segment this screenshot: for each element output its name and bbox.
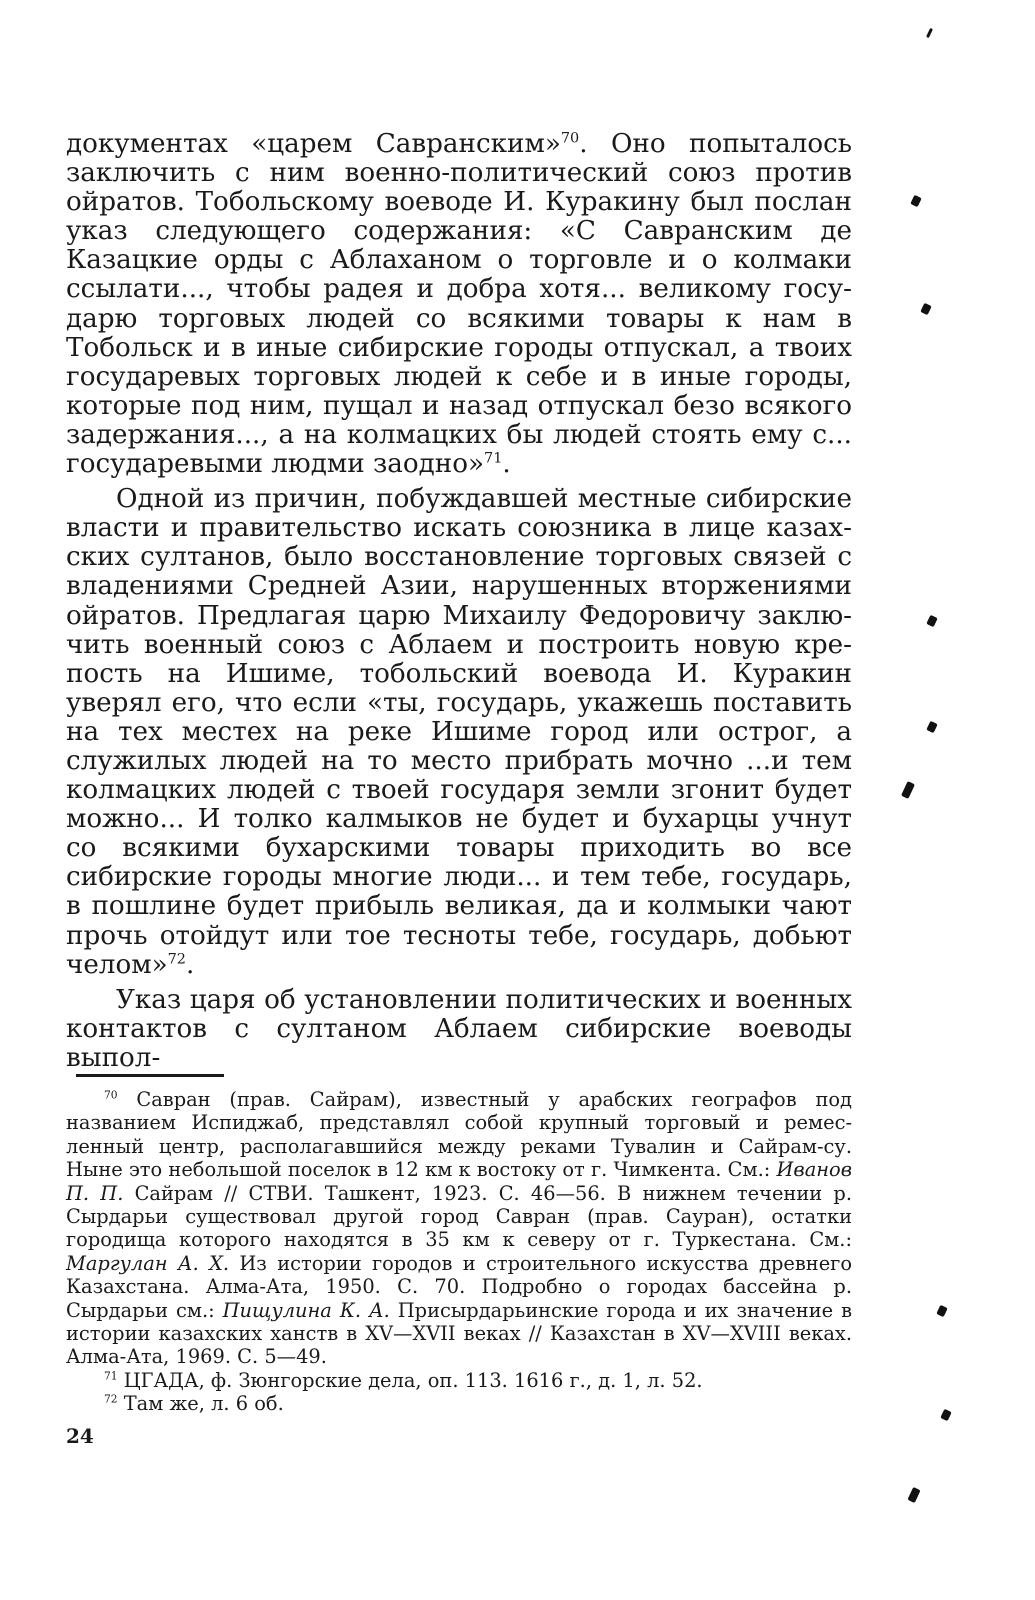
footnote-mark: 70: [104, 1088, 118, 1102]
paragraph-3: Указ царя об установлении политических и военных контактов с султаном Аблаем сибирские воеводы выпол-: [66, 984, 852, 1073]
scan-speck: [907, 1487, 920, 1503]
text-span: Из истории городов и строительного искусства древнего Казахстана. Алма-Ата, 1950. С. 70. Подробно о городах бассейна р. Сырдарьи см.:: [66, 1251, 852, 1322]
text-span: Одной из причин, побуждавшей местные сибирские власти и правительство искать союзника в лице казахских султанов, было восстановление торговых связей с владениями Средней Азии, нарушенных вторжениями ойратов. Предлагая царю Михаилу Федоровичу заключить военный союз с Аблаем и построить новую крепость на Ишиме, тобольский воевода И. Куракин уверял его, что если «ты, государь, укажешь поставить на тех местех на реке Ишиме город или острог, а служилых людей на то место прибрать мочно ...и тем колмацких людей с твоей государя земли згонит будет можно... И толко калмыков не будет и бухарцы учнут со всякими бухарскими товары приходить во все сибирские городы многие люди... и тем тебе, государь, в пошлине будет прибыль великая, да и колмыки чают прочь отойдут или тое тесноты тебе, государь, добьют челом»: [66, 484, 852, 980]
paragraph-2: [66, 485, 852, 980]
footnote-separator: [76, 1074, 224, 1077]
footnote-mark: 72: [104, 1392, 118, 1406]
scan-speck: [910, 195, 921, 207]
text-span: . Оно попыталось заключить с ним военно-политический союз против ойратов. Тобольскому воеводе И. Куракину был послан указ следующего содержания: «С Савранским де Казацкие орды с Аблаханом о торговле и о колмаки ссылати..., чтобы радея и добра хотя... великому государю торговых людей со всякими товары к нам в Тобольск и в иные сибирские городы отпускал, а твоих государевых торговых людей к себе и в иные городы, которые под ним, пущал и назад отпускал безо всякого задержания..., а на колмацких бы людей стоять ему с... государевыми людми заодно»: [66, 129, 853, 480]
footnote-ref-72[interactable]: 72: [167, 950, 186, 967]
scan-speck: [920, 303, 931, 315]
page-number: 24: [66, 1424, 94, 1448]
text-span: Присырдарьинские города и их значение в истории казахских ханств в XV—XVII веках // Казахстан в XV—XVIII веках. Алма-Ата, 1969. С. 5—49.: [66, 1298, 853, 1369]
footnote-71: [66, 1369, 852, 1392]
paragraph-1: [66, 130, 852, 479]
text-span: .: [502, 449, 511, 480]
text-span: Сайрам // СТВИ. Ташкент, 1923. С. 46—56. В нижнем течении р. Сырдарьи существовал другой город Савран (прав. Сауран), остатки городища которого находятся в 35 км к северу от г. Туркестана. См.:: [66, 1181, 852, 1252]
scan-speck: [926, 28, 933, 38]
scan-speck: [901, 781, 915, 799]
main-text: [66, 130, 852, 1073]
scan-speck: [926, 721, 937, 733]
text-span: .: [185, 949, 195, 980]
text-span: Савран (прав. Сайрам), известный у арабских географов под названием Испиджаб, представлял собой крупный торговый и ремесленный центр, располагавшийся между реками Тувалин и Сайрам-су. Ныне это небольшой поселок в 12 км к востоку от г. Чимкента. См.:: [66, 1088, 852, 1182]
scan-speck: [926, 615, 937, 627]
scan-speck: [940, 1409, 951, 1421]
footnote-72: [66, 1392, 852, 1415]
footnotes: [66, 1088, 852, 1416]
text-span: ЦГАДА, ф. Зюнгорские дела, оп. 113. 1616 г., д. 1, л. 52.: [117, 1368, 703, 1392]
scan-speck: [936, 1305, 947, 1317]
footnote-70: [66, 1088, 852, 1369]
footnote-mark: 71: [104, 1369, 118, 1383]
author-name: Пищулина К. А.: [222, 1298, 390, 1322]
text-span: документах «царем Савранским»: [66, 129, 561, 159]
author-name: Иванов П. П.: [66, 1158, 852, 1205]
author-name: Маргулан А. Х.: [66, 1251, 230, 1275]
footnote-ref-71[interactable]: 71: [484, 450, 503, 467]
footnote-ref-70[interactable]: 70: [560, 130, 580, 147]
text-span: Там же, л. 6 об.: [117, 1392, 284, 1416]
